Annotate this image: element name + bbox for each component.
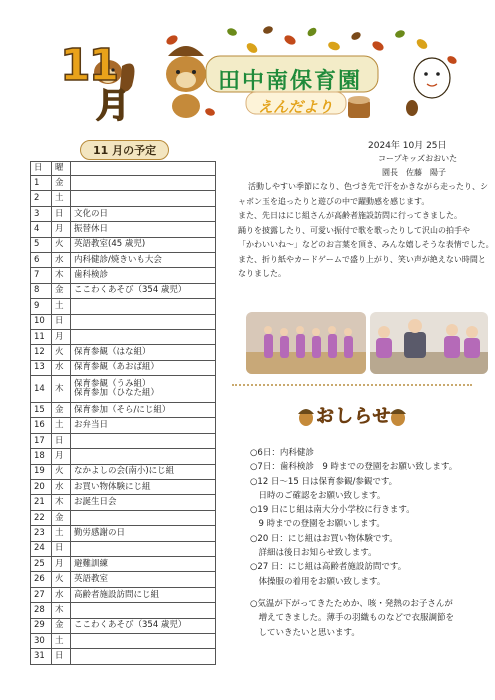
month-kanji: 月 <box>96 86 130 126</box>
schedule-weekday: 土 <box>52 191 71 206</box>
schedule-day: 10 <box>31 314 52 329</box>
schedule-event-text: ここわくあそび（354 歳児） <box>74 620 187 631</box>
schedule-event-text: お誕生日会 <box>74 497 117 508</box>
schedule-day: 29 <box>31 618 52 633</box>
notice-line: ○27 日：にじ組は高齢者施設訪問です。 <box>250 562 407 573</box>
schedule-weekday: 日 <box>52 649 71 664</box>
schedule-event <box>71 176 216 191</box>
schedule-row <box>31 464 216 479</box>
photo-children-dancing <box>246 312 366 374</box>
schedule-event-text: 英語教室(45 歳児) <box>74 239 146 250</box>
schedule-event-text: 内科健診/焼きいも大会 <box>74 254 162 265</box>
schedule-event-text: ここわくあそび（354 歳児） <box>74 285 187 296</box>
schedule-row <box>31 268 216 283</box>
schedule-row <box>31 633 216 648</box>
schedule-event-text: 保育参観（うみ組） <box>74 379 151 390</box>
schedule-weekday: 金 <box>52 510 71 525</box>
notice-line: ○19 日にじ組は南大分小学校に行きます。 <box>250 505 415 516</box>
schedule-event-text: 保育参観（はな組） <box>74 347 151 358</box>
schedule-weekday: 日 <box>52 206 71 221</box>
schedule-weekday: 月 <box>52 556 71 571</box>
schedule-day: 9 <box>31 299 52 314</box>
schedule-event-text: 歯科検診 <box>74 270 109 281</box>
schedule-event <box>71 433 216 448</box>
schedule-row <box>31 495 216 510</box>
schedule-day: 20 <box>31 480 52 495</box>
schedule-event-text: 保育参加（ひなた組） <box>74 388 160 399</box>
newsletter-title: えんだより <box>258 98 334 116</box>
mascot-illustration <box>406 58 450 116</box>
schedule-row <box>31 433 216 448</box>
photo-children-origami <box>370 312 488 374</box>
schedule-event <box>71 541 216 556</box>
schedule-event <box>71 191 216 206</box>
schedule-day: 3 <box>31 206 52 221</box>
letter-date: 2024年 10月 25日 <box>368 141 447 151</box>
schedule-event <box>71 222 216 237</box>
month-number: 11 <box>60 40 118 91</box>
schedule-event <box>71 237 216 252</box>
schedule-weekday: 木 <box>52 495 71 510</box>
schedule-row <box>31 283 216 298</box>
schedule-event <box>71 418 216 433</box>
weekday-header: 曜 <box>52 162 71 176</box>
schedule-event <box>71 510 216 525</box>
schedule-weekday: 火 <box>52 572 71 587</box>
schedule-row <box>31 222 216 237</box>
schedule-row <box>31 587 216 602</box>
schedule-row <box>31 510 216 525</box>
bear-illustration <box>166 46 206 118</box>
schedule-weekday: 火 <box>52 345 71 360</box>
schedule-day: 8 <box>31 283 52 298</box>
schedule-event-text: お弁当日 <box>74 420 109 431</box>
schedule-event <box>71 268 216 283</box>
notice-line: していきたいと思います。 <box>250 627 360 638</box>
day-header: 日 <box>31 162 52 176</box>
schedule-row <box>31 541 216 556</box>
schedule-row <box>31 418 216 433</box>
schedule-table <box>30 161 216 665</box>
schedule-weekday: 土 <box>52 633 71 648</box>
schedule-day: 5 <box>31 237 52 252</box>
letter-line: また、先日はにじ組さんが高齢者施設訪問に行ってきました。 <box>238 211 462 220</box>
schedule-row <box>31 603 216 618</box>
schedule-event <box>71 345 216 360</box>
schedule-event <box>71 633 216 648</box>
letter-subject: コープキッズおおいた <box>378 154 458 163</box>
letter-line: 「かわいいね〜」などのお言葉を頂き、みんな嬉しそうな表情でした。 <box>238 240 494 249</box>
acorn-icon <box>388 404 408 426</box>
schedule-weekday: 金 <box>52 283 71 298</box>
schedule-weekday: 水 <box>52 480 71 495</box>
notice-line: ○気温が下がってきたためか、咳・発熱のお子さんが <box>250 598 453 609</box>
schedule-weekday: 水 <box>52 587 71 602</box>
schedule-title: 11 月の予定 <box>80 140 169 160</box>
schedule-weekday: 木 <box>52 376 71 403</box>
acorn-icon <box>296 404 316 426</box>
schedule-header-row <box>31 162 216 176</box>
letter-line: 活動しやすい季節になり、色づき先で汗をかきながら走ったり、シ <box>248 182 488 191</box>
schedule-row <box>31 376 216 403</box>
schedule-day: 19 <box>31 464 52 479</box>
schedule-event <box>71 618 216 633</box>
schedule-weekday: 水 <box>52 252 71 267</box>
schedule-row <box>31 572 216 587</box>
schedule-day: 25 <box>31 556 52 571</box>
schedule-weekday: 火 <box>52 464 71 479</box>
schedule-event <box>71 403 216 418</box>
notice-line: 9 時までの登園をお願いします。 <box>250 519 385 530</box>
schedule-event-text: 高齢者施設訪問にじ組 <box>74 589 160 600</box>
schedule-event <box>71 206 216 221</box>
notice-line: 日時のご確認をお願い致します。 <box>250 490 386 501</box>
notice-line: ○12 日〜15 日は保育参観/参観です。 <box>250 476 398 487</box>
schedule-row <box>31 252 216 267</box>
schedule-day: 11 <box>31 329 52 344</box>
school-name: 田中南保育園 <box>218 69 363 94</box>
schedule-weekday: 月 <box>52 449 71 464</box>
schedule-weekday: 金 <box>52 176 71 191</box>
stump-illustration <box>348 96 370 118</box>
schedule-weekday: 月 <box>52 329 71 344</box>
schedule-event <box>71 376 216 403</box>
schedule-event <box>71 329 216 344</box>
notice-line <box>250 589 490 597</box>
schedule-event-text: 保育参加（そら/にじ組） <box>74 404 171 415</box>
schedule-day: 17 <box>31 433 52 448</box>
schedule-row <box>31 237 216 252</box>
notice-line: ○20 日：にじ組はお買い物体験です。 <box>250 533 398 544</box>
schedule-event <box>71 526 216 541</box>
schedule-day: 18 <box>31 449 52 464</box>
schedule-weekday: 金 <box>52 618 71 633</box>
schedule-row <box>31 360 216 375</box>
notice-line: 詳細は後日お知らせ致します。 <box>250 548 377 559</box>
schedule-day: 31 <box>31 649 52 664</box>
schedule-day: 4 <box>31 222 52 237</box>
schedule-event <box>71 495 216 510</box>
schedule-event-text: 勤労感謝の日 <box>74 527 126 538</box>
schedule-day: 22 <box>31 510 52 525</box>
schedule-weekday: 日 <box>52 433 71 448</box>
schedule-event <box>71 464 216 479</box>
schedule-weekday: 日 <box>52 541 71 556</box>
schedule-row <box>31 314 216 329</box>
schedule-row <box>31 526 216 541</box>
schedule-weekday: 金 <box>52 403 71 418</box>
schedule-event-text: 文化の日 <box>74 208 109 219</box>
letter-line: また、折り紙やカードゲームで盛り上がり、笑い声が絶えない時間と <box>238 254 486 264</box>
schedule-row <box>31 618 216 633</box>
section-divider <box>232 384 472 386</box>
schedule-event-text: 避難訓練 <box>74 558 109 569</box>
schedule-weekday: 日 <box>52 314 71 329</box>
schedule-event <box>71 252 216 267</box>
schedule-weekday: 土 <box>52 299 71 314</box>
schedule-row <box>31 449 216 464</box>
notices-title: おしらせ <box>316 406 392 427</box>
notice-line: ○7日：歯科検診 9 時までの登園をお願い致します。 <box>250 462 458 473</box>
schedule-row <box>31 556 216 571</box>
letter-line: ャボン玉を追ったりと遊びの中で躍動感を感じます。 <box>238 196 430 206</box>
schedule-day: 26 <box>31 572 52 587</box>
header <box>0 0 495 130</box>
schedule-day: 7 <box>31 268 52 283</box>
schedule-day: 23 <box>31 526 52 541</box>
schedule-event <box>71 603 216 618</box>
schedule-weekday: 木 <box>52 603 71 618</box>
schedule-weekday: 木 <box>52 268 71 283</box>
letter-author: 園長 佐藤 陽子 <box>382 168 446 177</box>
schedule-day: 1 <box>31 176 52 191</box>
schedule-event <box>71 649 216 664</box>
schedule-row <box>31 480 216 495</box>
schedule-row <box>31 191 216 206</box>
schedule-row <box>31 329 216 344</box>
schedule-event <box>71 449 216 464</box>
schedule-day: 13 <box>31 360 52 375</box>
schedule-day: 28 <box>31 603 52 618</box>
schedule-day: 21 <box>31 495 52 510</box>
schedule-row <box>31 299 216 314</box>
schedule-day: 15 <box>31 403 52 418</box>
schedule-day: 14 <box>31 376 52 403</box>
schedule-weekday: 土 <box>52 418 71 433</box>
schedule-event <box>71 314 216 329</box>
schedule-event <box>71 360 216 375</box>
schedule-day: 2 <box>31 191 52 206</box>
schedule-event <box>71 299 216 314</box>
schedule-row <box>31 206 216 221</box>
schedule-row <box>31 403 216 418</box>
schedule-day: 6 <box>31 252 52 267</box>
schedule-weekday: 火 <box>52 237 71 252</box>
schedule-weekday: 月 <box>52 222 71 237</box>
notice-line: 体操服の着用をお願い致します。 <box>250 576 386 587</box>
schedule-event-text: 保育参観（あおば組） <box>74 362 160 373</box>
letter-line: 踊りを披露したり、可愛い振付で歌を歌ったりして沢山の拍手や <box>238 225 470 235</box>
schedule-day: 16 <box>31 418 52 433</box>
schedule-day: 27 <box>31 587 52 602</box>
schedule-day: 24 <box>31 541 52 556</box>
schedule-weekday: 水 <box>52 360 71 375</box>
letter-line: なりました。 <box>238 269 286 278</box>
schedule-event-text: 振替休日 <box>74 223 109 234</box>
schedule-event-text: なかよしの会(南小)にじ組 <box>74 466 175 477</box>
event-header <box>71 162 216 176</box>
schedule-day: 12 <box>31 345 52 360</box>
schedule-event <box>71 587 216 602</box>
schedule-event <box>71 480 216 495</box>
schedule-event-text: 英語教室 <box>74 574 109 585</box>
letter-body <box>238 180 494 282</box>
schedule-row <box>31 176 216 191</box>
notices-list <box>250 446 490 640</box>
schedule-row <box>31 649 216 664</box>
notice-line: 増えてきました。薄手の羽織ものなどで衣服調節を <box>250 613 455 624</box>
schedule-row <box>31 345 216 360</box>
schedule-day: 30 <box>31 633 52 648</box>
schedule-event <box>71 572 216 587</box>
schedule-event <box>71 556 216 571</box>
notice-line: ○6日：内科健診 <box>250 448 314 458</box>
schedule-event <box>71 283 216 298</box>
schedule-weekday: 土 <box>52 526 71 541</box>
schedule-event-text: お買い物体験にじ組 <box>74 481 151 492</box>
